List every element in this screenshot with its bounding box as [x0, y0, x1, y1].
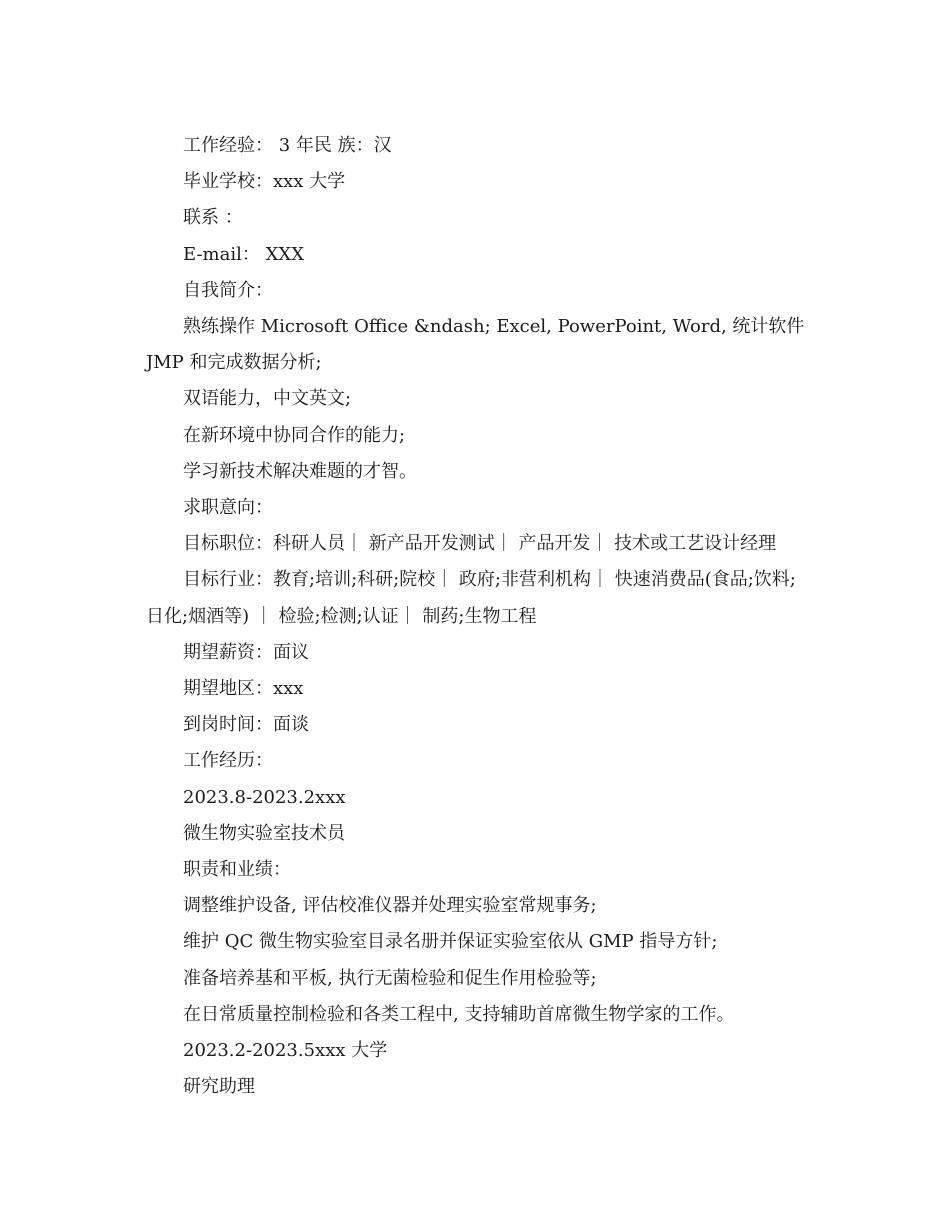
line-target-position: 目标职位：科研人员｜ 新产品开发测试｜ 产品开发｜ 技术或工艺设计经理: [183, 533, 777, 555]
line-target-industry: 目标行业：教育;培训;科研;院校｜ 政府;非营利机构｜ 快速消费品(食品;饮料;日化;烟酒等) ｜ 检验;检测;认证｜ 制药;生物工程: [146, 569, 796, 627]
line-school: 毕业学校：xxx 大学: [183, 171, 346, 193]
line-learning: 学习新技术解决难题的才智。: [183, 460, 417, 482]
line-job1-title: 微生物实验室技术员: [183, 822, 345, 844]
line-office-skills: 熟练操作 Microsoft Office &ndash; Excel, PowerPoint, Word, 统计软件 JMP 和完成数据分析;: [146, 316, 805, 374]
line-bilingual: 双语能力，中文英文;: [183, 388, 352, 410]
line-job1-duties-heading: 职责和业绩：: [183, 859, 291, 881]
document-body: [146, 128, 810, 1105]
line-job1-period: 2023.8-2023.2xxx: [183, 786, 346, 808]
line-expected-salary: 期望薪资：面议: [183, 641, 309, 663]
section-job-intention: 求职意向：: [183, 497, 273, 519]
line-arrival-time: 到岗时间：面谈: [183, 714, 309, 736]
line-job1-duty-1: 调整维护设备, 评估校准仪器并处理实验室常规事务;: [183, 895, 597, 917]
line-contact: 联系 ：: [183, 207, 243, 229]
line-teamwork: 在新环境中协同合作的能力;: [183, 424, 406, 446]
line-job2-period: 2023.2-2023.5xxx 大学: [183, 1040, 388, 1062]
section-work-history: 工作经历：: [183, 750, 273, 772]
line-job1-duty-4: 在日常质量控制检验和各类工程中, 支持辅助首席微生物学家的工作。: [183, 1003, 735, 1025]
line-job1-duty-2: 维护 QC 微生物实验室目录名册并保证实验室依从 GMP 指导方针;: [183, 931, 718, 953]
line-work-experience: 工作经验： 3 年民 族：汉: [183, 135, 392, 156]
line-job2-title: 研究助理: [183, 1076, 255, 1098]
line-email: E-mail： XXX: [183, 243, 305, 265]
section-self-intro: 自我简介：: [183, 279, 273, 301]
line-job1-duty-3: 准备培养基和平板, 执行无菌检验和促生作用检验等;: [183, 967, 597, 989]
line-expected-region: 期望地区：xxx: [183, 678, 304, 700]
